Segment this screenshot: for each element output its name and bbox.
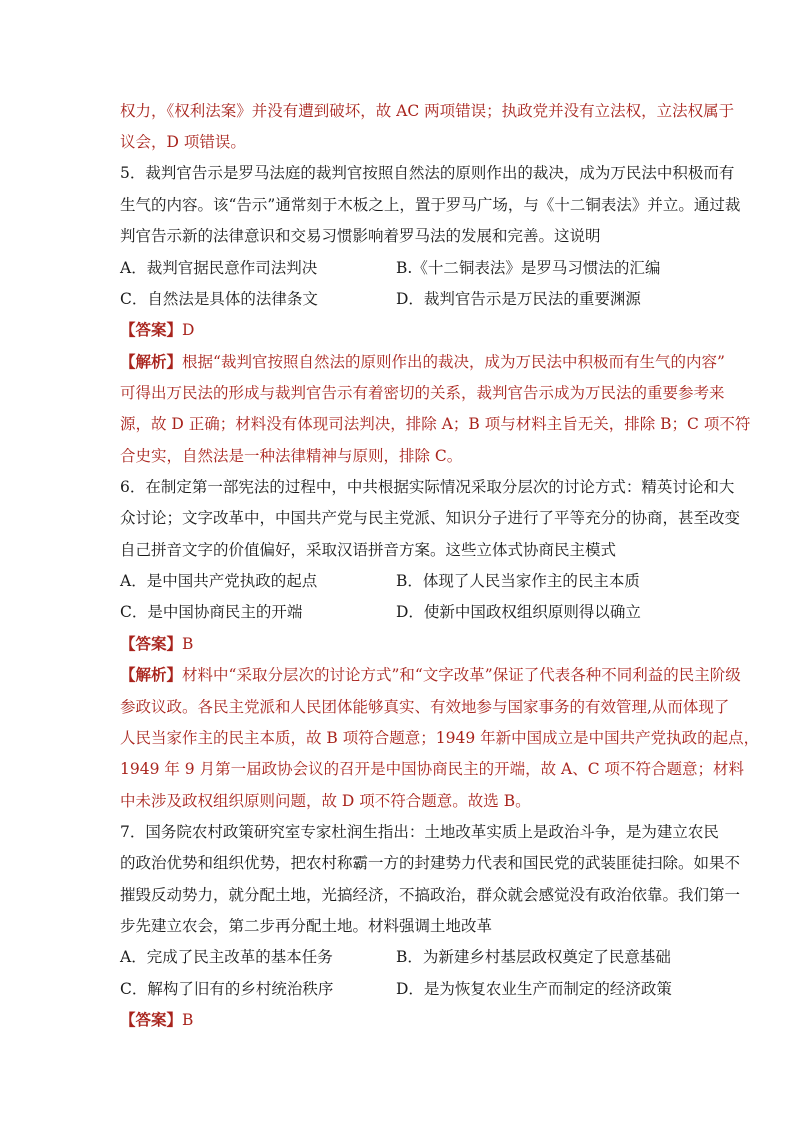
q7-stem-line: 的政治优势和组织优势，把农村称霸一方的封建势力代表和国民党的武装匪徒扫除。如果不	[120, 854, 741, 872]
analysis-text: 根据“裁判官按照自然法的原则作出的裁决，成为万民法中积极而有生气的内容”	[182, 353, 725, 371]
q6-analysis-line: 1949 年 9 月第一届政协会议的召开是中国协商民主的开端，故 A、C 项不符合题意；材料	[120, 760, 744, 778]
q5-stem-line: 生气的内容。该“告示”通常刻于木板之上，置于罗马广场，与《十二铜表法》并立。通过裁	[120, 196, 741, 214]
prev-analysis-line: 议会，D 项错误。	[120, 133, 246, 151]
q7-option-b: B．为新建乡村基层政权奠定了民意基础	[396, 948, 671, 966]
q5-option-a: A．裁判官据民意作司法判决	[120, 259, 318, 277]
q5-option-d: D．裁判官告示是万民法的重要渊源	[396, 290, 641, 308]
q7-option-c: C．解构了旧有的乡村统治秩序	[120, 980, 334, 998]
q6-analysis-line: 中未涉及政权组织原则问题，故 D 项不符合题意。故选 B。	[120, 792, 531, 810]
analysis-label: 【解析】	[120, 352, 183, 371]
q6-analysis-line	[120, 665, 741, 685]
q5-analysis-line: 源，故 D 正确；材料没有体现司法判决，排除 A；B 项与材料主旨无关，排除 B；C 项不符	[120, 415, 751, 433]
answer-label: 【答案】	[120, 634, 183, 653]
q6-stem-line: 众讨论；文字改革中，中国共产党与民主党派、知识分子进行了平等充分的协商，甚至改变	[120, 509, 741, 527]
prev-analysis-line: 权力，《权利法案》并没有遭到破坏，故 AC 两项错误；执政党并没有立法权，立法权属于	[120, 102, 735, 120]
q6-option-d: D．使新中国政权组织原则得以确立	[396, 603, 641, 621]
q5-option-b: B.《十二铜表法》是罗马习惯法的汇编	[396, 259, 661, 277]
answer-label: 【答案】	[120, 320, 183, 339]
q6-answer	[120, 634, 680, 654]
q5-analysis-line	[120, 352, 725, 372]
analysis-label: 【解析】	[120, 665, 183, 684]
q7-stem-line: 7．国务院农村政策研究室专家杜润生指出：土地改革实质上是政治斗争，是为建立农民	[120, 823, 719, 841]
q6-stem-line: 6．在制定第一部宪法的过程中，中共根据实际情况采取分层次的讨论方式：精英讨论和大	[120, 478, 735, 496]
q6-analysis-line: 参政议政。各民主党派和人民团体能够真实、有效地参与国家事务的有效管理,从而体现了	[120, 698, 730, 716]
q7-answer	[120, 1010, 680, 1030]
q6-option-a: A．是中国共产党执政的起点	[120, 572, 318, 590]
q7-option-a: A．完成了民主改革的基本任务	[120, 948, 333, 966]
q7-stem-line: 步先建立农会，第二步再分配土地。材料强调土地改革	[120, 917, 493, 935]
q6-option-c: C．是中国协商民主的开端	[120, 603, 303, 621]
q5-stem-line: 判官告示新的法律意识和交易习惯影响着罗马法的发展和完善。这说明	[120, 227, 601, 245]
q7-option-d: D．是为恢复农业生产而制定的经济政策	[396, 980, 672, 998]
q5-answer	[120, 320, 680, 340]
q5-stem-line: 5．裁判官告示是罗马法庭的裁判官按照自然法的原则作出的裁决，成为万民法中积极而有	[120, 164, 735, 182]
answer-value: D	[182, 321, 195, 339]
analysis-text: 材料中“采取分层次的讨论方式”和“文字改革”保证了代表各种不同利益的民主阶级	[182, 666, 741, 684]
answer-value: B	[182, 1011, 194, 1029]
answer-label: 【答案】	[120, 1010, 183, 1029]
q6-option-b: B．体现了人民当家作主的民主本质	[396, 572, 640, 590]
answer-value: B	[182, 635, 194, 653]
q5-analysis-line: 合史实，自然法是一种法律精神与原则，排除 C。	[120, 447, 463, 465]
q6-stem-line: 自己拼音文字的价值偏好，采取汉语拼音方案。这些立体式协商民主模式	[120, 541, 617, 559]
q5-option-c: C．自然法是具体的法律条文	[120, 290, 318, 308]
q5-analysis-line: 可得出万民法的形成与裁判官告示有着密切的关系，裁判官告示成为万民法的重要参考来	[120, 384, 725, 402]
q6-analysis-line: 人民当家作主的民主本质，故 B 项符合题意；1949 年新中国成立是中国共产党执政的起点，	[120, 729, 760, 747]
q7-stem-line: 摧毁反动势力，就分配土地，光搞经济，不搞政治，群众就会感觉没有政治依靠。我们第一	[120, 886, 741, 904]
